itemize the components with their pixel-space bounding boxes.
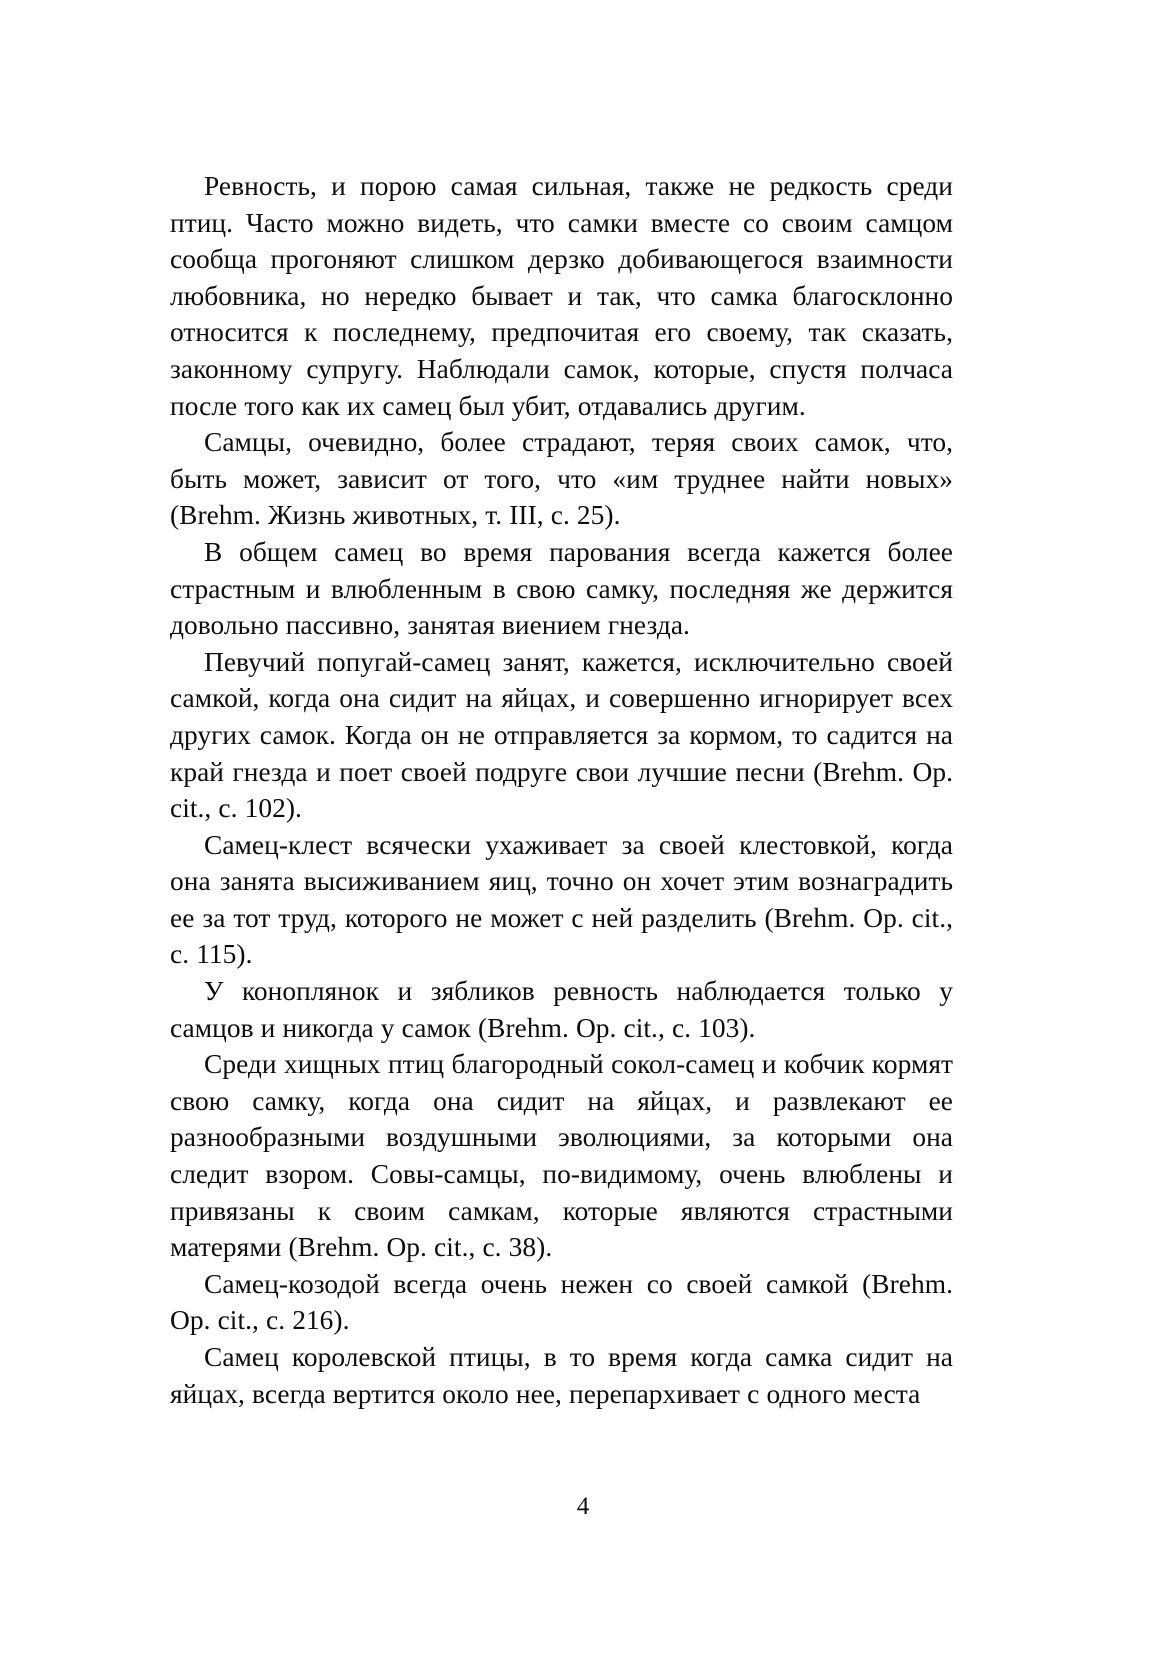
paragraph: Самец-козодой всегда очень нежен со своей самкой (Brehm. Op. cit., с. 216). — [170, 1268, 953, 1336]
paragraph: Самец-клест всячески ухаживает за своей клестовкой, когда она занята высиживанием яиц, точно он хочет этим вознаградить ее за тот труд, которого не может с ней разделить (Brehm. Op. cit., с. 115). — [170, 829, 953, 970]
paragraph: В общем самец во время парования всегда кажется более страстным и влюбленным в свою самку, последняя же держится довольно пассивно, занятая виением гнезда. — [170, 536, 953, 641]
paragraph: Самцы, очевидно, более страдают, теряя своих самок, что, быть может, зависит от того, что «им труднее найти новых» (Brehm. Жизнь животных, т. III, с. 25). — [170, 427, 953, 531]
page-number: 4 — [576, 1493, 590, 1520]
paragraph: У коноплянок и зябликов ревность наблюдается только у самцов и никогда у самок (Brehm. Op. cit., с. 103). — [170, 976, 953, 1043]
paragraph: Ревность, и порою самая сильная, также не редкость среди птиц. Часто можно видеть, что самки вместе со своим самцом сообща прогоняют слишком дерзко добивающегося взаимности любовника, но нередко бывает и так, что самка благосклонно относится к последнему, предпочитая его своему, так сказать, законному супругу. Наблюдали самок, которые, спустя полчаса после того как их самец был убит, отдавались другим. — [170, 171, 953, 421]
paragraph: Певучий попугай-самец занят, кажется, исключительно своей самкой, когда она сидит на яйцах, и совершенно игнорирует всех других самок. Когда он не отправляется за кормом, то садится на край гнезда и поет своей подруге свои лучшие песни (Brehm. Op. cit., с. 102). — [170, 646, 953, 824]
body-text-column — [170, 168, 953, 1412]
paragraph: Самец королевской птицы, в то время когда самка сидит на яйцах, всегда вертится около нее, перепархивает с одного места — [170, 1342, 953, 1409]
paragraph: Среди хищных птиц благородный сокол-самец и кобчик кормят свою самку, когда она сидит на яйцах, и развлекают ее разнообразными воздушными эволюциями, за которыми она следит взором. Совы-самцы, по-видимому, очень влюблены и привязаны к своим самкам, которые являются страстными матерями (Brehm. Op. cit., с. 38). — [170, 1049, 953, 1263]
